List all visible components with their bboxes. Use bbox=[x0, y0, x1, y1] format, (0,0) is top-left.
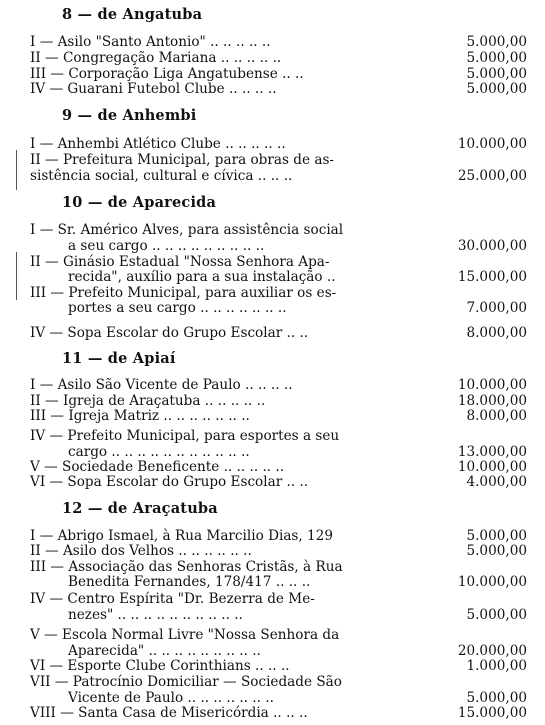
item-amount: 30.000,00 bbox=[457, 238, 527, 254]
item-amount: 1.000,00 bbox=[466, 658, 527, 674]
list-item bbox=[30, 238, 527, 254]
section-title: 11 — de Apiaí bbox=[62, 350, 176, 367]
margin-mark bbox=[16, 150, 17, 190]
item-amount: 20.000,00 bbox=[457, 643, 527, 659]
item-amount: 5.000,00 bbox=[466, 690, 527, 706]
item-text: I — Asilo "Santo Antonio" .. .. .. .. .. bbox=[30, 34, 271, 50]
item-text: III — Igreja Matriz .. .. .. .. .. .. .. bbox=[30, 408, 250, 424]
list-item bbox=[30, 222, 527, 238]
list-item bbox=[30, 34, 527, 50]
item-text: I — Sr. Américo Alves, para assistência social bbox=[30, 222, 344, 238]
item-amount: 25.000,00 bbox=[457, 168, 527, 184]
list-item bbox=[30, 285, 527, 301]
margin-mark bbox=[16, 252, 17, 300]
list-item bbox=[30, 705, 527, 721]
item-text: nezes" .. .. .. .. .. .. .. .. .. .. bbox=[68, 607, 243, 623]
section-title: 8 — de Angatuba bbox=[62, 6, 203, 23]
list-item bbox=[30, 254, 527, 270]
item-text: III — Associação das Senhoras Cristãs, à Rua bbox=[30, 559, 343, 575]
item-amount: 15.000,00 bbox=[457, 269, 527, 285]
list-item bbox=[30, 658, 527, 674]
list-item bbox=[30, 152, 527, 168]
item-amount: 13.000,00 bbox=[457, 444, 527, 460]
list-item bbox=[30, 543, 527, 559]
item-amount: 5.000,00 bbox=[466, 543, 527, 559]
item-amount: 5.000,00 bbox=[466, 50, 527, 66]
item-text: cargo .. .. .. .. .. .. .. .. .. .. .. bbox=[68, 444, 250, 460]
item-text: Benedita Fernandes, 178/417 .. .. .. bbox=[68, 574, 311, 590]
item-text: Aparecida" .. .. .. .. .. .. .. .. .. bbox=[68, 643, 261, 659]
item-text: a seu cargo .. .. .. .. .. .. .. .. .. bbox=[68, 238, 265, 254]
item-amount: 10.000,00 bbox=[457, 136, 527, 152]
list-item bbox=[30, 377, 527, 393]
list-item bbox=[30, 559, 527, 575]
list-item bbox=[30, 528, 527, 544]
list-item bbox=[30, 428, 527, 444]
section-title: 12 — de Araçatuba bbox=[62, 500, 218, 517]
list-item bbox=[30, 136, 527, 152]
item-amount: 5.000,00 bbox=[466, 34, 527, 50]
item-text: III — Corporação Liga Angatubense .. .. bbox=[30, 66, 304, 82]
list-item bbox=[30, 607, 527, 623]
list-item bbox=[30, 50, 527, 66]
item-text: II — Asilo dos Velhos .. .. .. .. .. .. bbox=[30, 543, 252, 559]
list-item bbox=[30, 408, 527, 424]
section-title: 9 — de Anhembi bbox=[62, 107, 197, 124]
list-item bbox=[30, 591, 527, 607]
list-item bbox=[30, 574, 527, 590]
item-amount: 10.000,00 bbox=[457, 377, 527, 393]
list-item bbox=[30, 168, 527, 184]
list-item bbox=[30, 459, 527, 475]
list-item bbox=[30, 690, 527, 706]
item-text: I — Asilo São Vicente de Paulo .. .. .. .. bbox=[30, 377, 293, 393]
item-amount: 4.000,00 bbox=[466, 474, 527, 490]
item-text: IV — Centro Espírita "Dr. Bezerra de Me- bbox=[30, 591, 315, 607]
list-item bbox=[30, 643, 527, 659]
item-text: IV — Prefeito Municipal, para esportes a seu bbox=[30, 428, 340, 444]
list-item bbox=[30, 269, 527, 285]
item-amount: 10.000,00 bbox=[457, 459, 527, 475]
list-item bbox=[30, 81, 527, 97]
item-amount: 5.000,00 bbox=[466, 66, 527, 82]
item-amount: 10.000,00 bbox=[457, 574, 527, 590]
item-text: VI — Esporte Clube Corinthians .. .. .. bbox=[30, 658, 290, 674]
item-text: recida", auxílio para a sua instalação .. bbox=[68, 269, 336, 285]
list-item bbox=[30, 66, 527, 82]
item-text: IV — Sopa Escolar do Grupo Escolar .. .. bbox=[30, 325, 309, 341]
item-text: VI — Sopa Escolar do Grupo Escolar .. .. bbox=[30, 474, 309, 490]
item-amount: 18.000,00 bbox=[457, 393, 527, 409]
item-text: V — Sociedade Beneficente .. .. .. .. .. bbox=[30, 459, 285, 475]
item-text: I — Abrigo Ismael, à Rua Marcilio Dias, 129 bbox=[30, 528, 333, 544]
item-amount: 15.000,00 bbox=[457, 705, 527, 721]
item-text: V — Escola Normal Livre "Nossa Senhora da bbox=[30, 627, 340, 643]
list-item bbox=[30, 674, 527, 690]
item-text: sistência social, cultural e cívica .. .. .. bbox=[30, 168, 293, 184]
item-amount: 7.000,00 bbox=[466, 300, 527, 316]
item-amount: 8.000,00 bbox=[466, 325, 527, 341]
item-amount: 5.000,00 bbox=[466, 528, 527, 544]
list-item bbox=[30, 300, 527, 316]
item-text: III — Prefeito Municipal, para auxiliar os es- bbox=[30, 285, 337, 301]
list-item bbox=[30, 627, 527, 643]
list-item bbox=[30, 325, 527, 341]
section-title: 10 — de Aparecida bbox=[62, 194, 217, 211]
item-amount: 5.000,00 bbox=[466, 607, 527, 623]
item-text: I — Anhembi Atlético Clube .. .. .. .. .. bbox=[30, 136, 286, 152]
list-item bbox=[30, 474, 527, 490]
item-text: IV — Guarani Futebol Clube .. .. .. .. bbox=[30, 81, 277, 97]
item-text: VII — Patrocínio Domiciliar — Sociedade São bbox=[30, 674, 342, 690]
item-text: II — Prefeitura Municipal, para obras de as- bbox=[30, 152, 335, 168]
list-item bbox=[30, 444, 527, 460]
item-text: II — Igreja de Araçatuba .. .. .. .. .. bbox=[30, 393, 266, 409]
item-text: VIII — Santa Casa de Misericórdia .. .. .. bbox=[30, 705, 308, 721]
list-item bbox=[30, 393, 527, 409]
item-text: Vicente de Paulo .. .. .. .. .. .. .. bbox=[68, 690, 274, 706]
item-amount: 5.000,00 bbox=[466, 81, 527, 97]
item-text: II — Ginásio Estadual "Nossa Senhora Apa- bbox=[30, 254, 330, 270]
item-amount: 8.000,00 bbox=[466, 408, 527, 424]
item-text: portes a seu cargo .. .. .. .. .. .. .. bbox=[68, 300, 287, 316]
item-text: II — Congregação Mariana .. .. .. .. .. bbox=[30, 50, 282, 66]
